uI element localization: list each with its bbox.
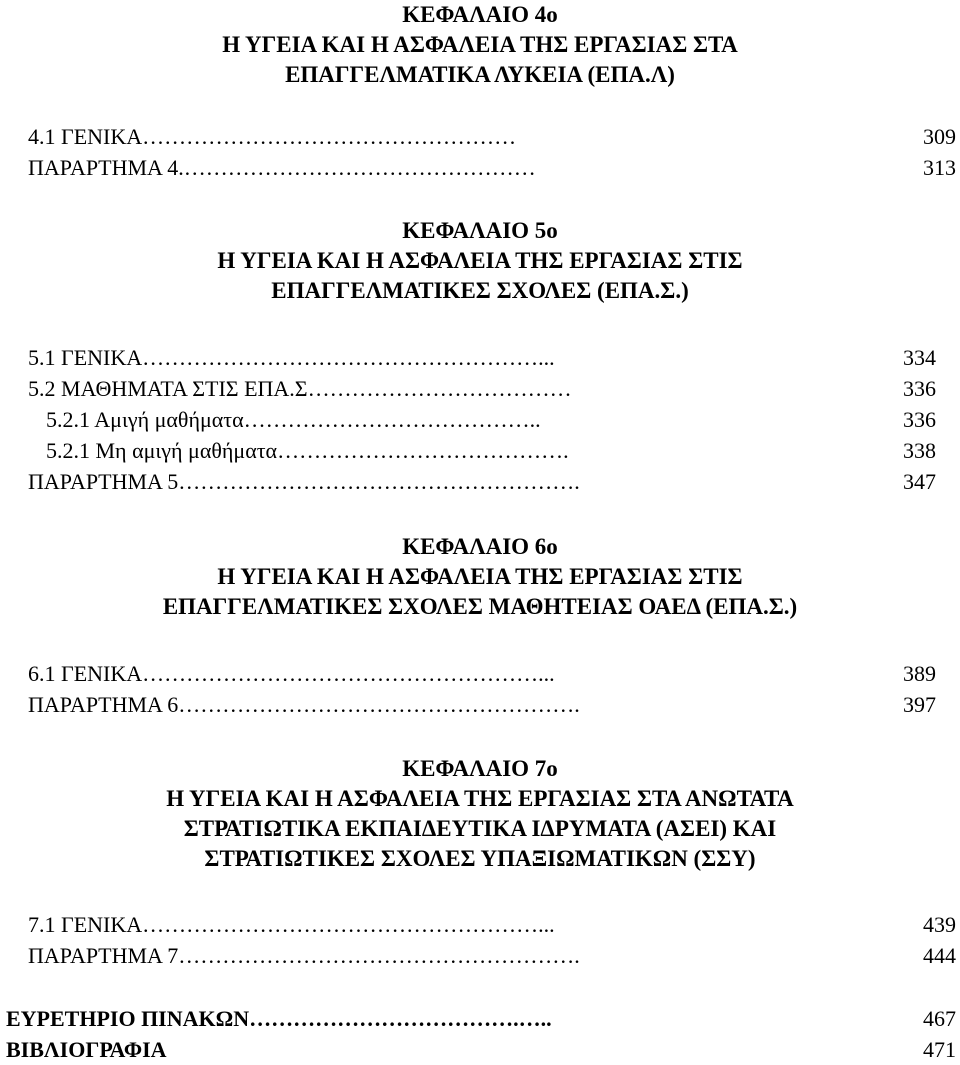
toc-entry-page: 389 [903,661,936,686]
toc-entry[interactable] [28,659,936,689]
toc-entry-page: 309 [923,124,956,149]
toc-entry-page: 397 [903,692,936,717]
toc-entry-page: 444 [923,943,956,968]
toc-entry-text: ΠΑΡΑΡΤΗΜΑ 7………………………………………………. [28,943,580,968]
chapter-7-heading: ΚΕΦΑΛΑΙΟ 7ο [402,756,558,781]
toc-entry[interactable] [28,690,936,720]
toc-entry[interactable] [46,405,936,435]
chapter-6-title-line-2: ΕΠΑΓΓΕΛΜΑΤΙΚΕΣ ΣΧΟΛΕΣ ΜΑΘΗΤΕΙΑΣ ΟΑΕΔ (ΕΠΑ.Σ.) [162,594,798,619]
toc-entry[interactable] [28,153,956,183]
toc-entry-text: 5.1 ΓΕΝΙΚΑ………………………………………………... [28,345,555,370]
toc-entry-text: ΠΑΡΑΡΤΗΜΑ 5………………………………………………. [28,469,580,494]
toc-entry[interactable] [28,374,936,404]
chapter-7-heading-block [0,754,960,874]
chapter-4-title-line-2: ΕΠΑΓΓΕΛΜΑΤΙΚΑ ΛΥΚΕΙΑ (ΕΠΑ.Λ) [285,62,675,87]
chapter-4-heading-block [0,0,960,90]
toc-entry[interactable] [46,436,936,466]
chapter-5-title-line-2: ΕΠΑΓΓΕΛΜΑΤΙΚΕΣ ΣΧΟΛΕΣ (ΕΠΑ.Σ.) [271,278,689,303]
toc-entry-text: ΠΑΡΑΡΤΗΜΑ 4.………………………………………… [28,155,536,180]
toc-entry-page: 338 [903,438,936,463]
toc-entry[interactable] [28,122,956,152]
toc-entry-text: 7.1 ΓΕΝΙΚΑ………………………………………………... [28,912,555,937]
toc-entry-text: 5.2 ΜΑΘΗΜΑΤΑ ΣΤΙΣ ΕΠΑ.Σ……………………………… [28,376,572,401]
toc-entry-text: 4.1 ΓΕΝΙΚΑ…………………………………………… [28,124,517,149]
toc-entry[interactable] [28,467,936,497]
chapter-7-title-line-1: Η ΥΓΕΙΑ ΚΑΙ Η ΑΣΦΑΛΕΙΑ ΤΗΣ ΕΡΓΑΣΙΑΣ ΣΤΑ ΑΝΩΤΑΤΑ [166,786,794,811]
toc-entry-page: 467 [923,1006,956,1031]
chapter-5-title-line-1: Η ΥΓΕΙΑ ΚΑΙ Η ΑΣΦΑΛΕΙΑ ΤΗΣ ΕΡΓΑΣΙΑΣ ΣΤΙΣ [217,248,743,273]
toc-entry[interactable] [28,910,956,940]
toc-entry-page: 439 [923,912,956,937]
toc-entry-page: 336 [903,407,936,432]
chapter-6-title-line-1: Η ΥΓΕΙΑ ΚΑΙ Η ΑΣΦΑΛΕΙΑ ΤΗΣ ΕΡΓΑΣΙΑΣ ΣΤΙΣ [217,564,743,589]
toc-entry-text: ΕΥΡΕΤΗΡΙΟ ΠΙΝΑΚΩΝ……………………………….….. [6,1006,552,1031]
toc-entry-page: 347 [903,469,936,494]
chapter-5-heading: ΚΕΦΑΛΑΙΟ 5ο [402,218,558,243]
toc-entry-page: 313 [923,155,956,180]
toc-entry-page: 471 [923,1037,956,1062]
chapter-5-heading-block [0,216,960,306]
toc-entry-page: 336 [903,376,936,401]
chapter-4-heading: ΚΕΦΑΛΑΙΟ 4ο [402,2,558,27]
toc-entry[interactable] [28,343,936,373]
chapter-6-heading-block [0,532,960,622]
toc-entry-text: ΠΑΡΑΡΤΗΜΑ 6………………………………………………. [28,692,580,717]
toc-entry-text: 5.2.1 Αμιγή μαθήματα………………………………….. [46,407,541,432]
chapter-7-title-line-3: ΣΤΡΑΤΙΩΤΙΚΕΣ ΣΧΟΛΕΣ ΥΠΑΞΙΩΜΑΤΙΚΩΝ (ΣΣΥ) [204,846,756,871]
toc-entry-text: 6.1 ΓΕΝΙΚΑ………………………………………………... [28,661,555,686]
chapter-6-heading: ΚΕΦΑΛΑΙΟ 6ο [402,534,558,559]
toc-entry[interactable] [28,941,956,971]
toc-entry-text: 5.2.1 Μη αμιγή μαθήματα…………………………………. [46,438,569,463]
toc-entry-tables-index[interactable] [6,1004,956,1034]
chapter-4-title-line-1: Η ΥΓΕΙΑ ΚΑΙ Η ΑΣΦΑΛΕΙΑ ΤΗΣ ΕΡΓΑΣΙΑΣ ΣΤΑ [222,32,738,57]
toc-entry-text: ΒΙΒΛΙΟΓΡΑΦΙΑ [6,1037,167,1062]
chapter-7-title-line-2: ΣΤΡΑΤΙΩΤΙΚΑ ΕΚΠΑΙΔΕΥΤΙΚΑ ΙΔΡΥΜΑΤΑ (ΑΣΕΙ) ΚΑΙ [183,816,777,841]
toc-entry-page: 334 [903,345,936,370]
